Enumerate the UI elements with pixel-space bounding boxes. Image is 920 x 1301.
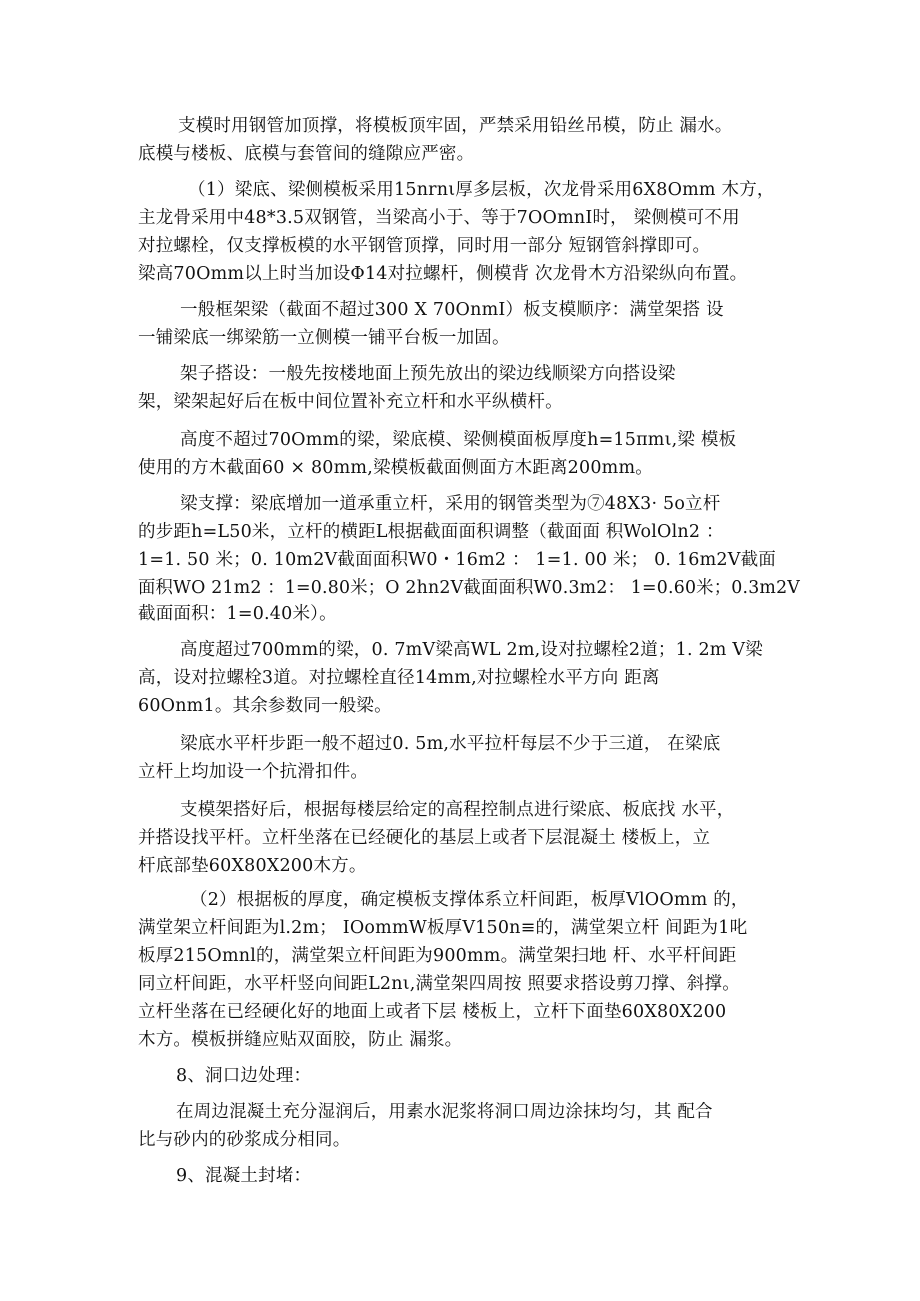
text-line: 对拉螺栓，仅支撑板模的水平钢管顶撑，同时用一部分 短钢管斜撑即可。 <box>138 236 711 256</box>
text-line: （2）根据板的厚度，确定模板支撑体系立杆间距，板厚VlOOmm 的， <box>190 890 749 910</box>
text-line: 满堂架立杆间距为l.2m； IOommW板厚V150n≡的，满堂架立杆 间距为1叱 <box>138 918 748 938</box>
text-line: （1）梁底、梁侧模板采用15nrnι厚多层板，次龙骨采用6X8Omm 木方， <box>188 180 775 200</box>
text-line: 并搭设找平杆。立杆坐落在已经硬化的基层上或者下层混凝土 楼板上，立 <box>138 828 711 848</box>
text-line: 梁高70Omm以上时当加设Φ14对拉螺杆，侧模背 次龙骨木方沿梁纵向布置。 <box>138 264 748 284</box>
text-line: 木方。模板拼缝应贴双面胶，防止 漏浆。 <box>138 1030 463 1050</box>
text-line: 比与砂内的砂浆成分相同。 <box>138 1130 351 1150</box>
section-heading: 8、洞口边处理： <box>176 1066 312 1086</box>
text-line: 杆底部垫60X80X200木方。 <box>138 856 367 876</box>
text-line: 同立杆间距，水平杆竖向间距L2nι,满堂架四周按 照要求搭设剪刀撑、斜撑。 <box>138 974 740 994</box>
text-line: 在周边混凝土充分湿润后，用素水泥浆将洞口周边涂抹均匀，其 配合 <box>176 1102 713 1122</box>
text-line: 支模时用钢管加顶撑，将模板顶牢固，严禁采用铅丝吊模，防止 漏水。 <box>178 116 733 136</box>
text-line: 支模架搭好后，根据每楼层给定的高程控制点进行梁底、板底找 水平， <box>180 800 735 820</box>
text-line: 立杆上均加设一个抗滑扣件。 <box>138 762 369 782</box>
text-line: 使用的方木截面60 × 80mm,梁模板截面侧面方木距离200mm。 <box>138 458 653 478</box>
text-line: 高度不超过70Omm的梁，梁底模、梁侧模面板厚度h=15πmι,梁 模板 <box>180 430 737 450</box>
text-line: 梁底水平杆步距一般不超过0. 5m,水平拉杆每层不少于三道， 在梁底 <box>180 734 721 754</box>
text-line: 一铺梁底一绑梁筋一立侧模一铺平台板一加固。 <box>138 328 510 348</box>
text-line: 面积WO 21m2 ：1=0.80米；O 2hn2V截面面积W0.3m2： 1=0.60米；0.3m2V <box>138 578 801 598</box>
text-line: 60Onm1。其余参数同一般梁。 <box>138 696 392 716</box>
text-line: 截面面积：1=0.40米）。 <box>138 604 337 624</box>
text-line: 的步距h=L50米，立杆的横距L根据截面面积调整（截面面 积WolOln2 ： <box>138 522 724 542</box>
section-heading: 9、混凝土封堵： <box>176 1166 312 1186</box>
text-line: 主龙骨采用中48*3.5双钢管，当梁高小于、等于7OOmnI时， 梁侧模可不用 <box>138 208 740 228</box>
text-line: 梁支撑：梁底增加一道承重立杆，采用的钢管类型为⑦48X3· 5o立杆 <box>180 494 721 514</box>
text-line: 一般框架梁（截面不超过300 X 70OnmI）板支模顺序：满堂架搭 设 <box>180 300 724 320</box>
text-line: 底模与楼板、底模与套管间的缝隙应严密。 <box>138 144 475 164</box>
text-line: 板厚215Omnl的，满堂架立杆间距为900mm。满堂架扫地 杆、水平杆间距 <box>138 946 737 966</box>
text-line: 高，设对拉螺栓3道。对拉螺栓直径14mm,对拉螺栓水平方向 距离 <box>138 668 660 688</box>
text-line: 架，梁架起好后在板中间位置补充立杆和水平纵横杆。 <box>138 392 563 412</box>
text-line: 高度超过700mm的梁，0. 7mV梁高WL 2m,设对拉螺栓2道；1. 2m V梁 <box>180 640 763 660</box>
text-line: 1=1. 50 米；0. 10m2V截面面积W0・16m2 ： 1=1. 00 米； 0. 16m2V截面 <box>138 550 776 570</box>
text-line: 架子搭设：一般先按楼地面上预先放出的梁边线顺梁方向搭设梁 <box>180 364 676 384</box>
text-line: 立杆坐落在已经硬化好的地面上或者下层 楼板上，立杆下面垫60X80X200 <box>138 1002 727 1022</box>
